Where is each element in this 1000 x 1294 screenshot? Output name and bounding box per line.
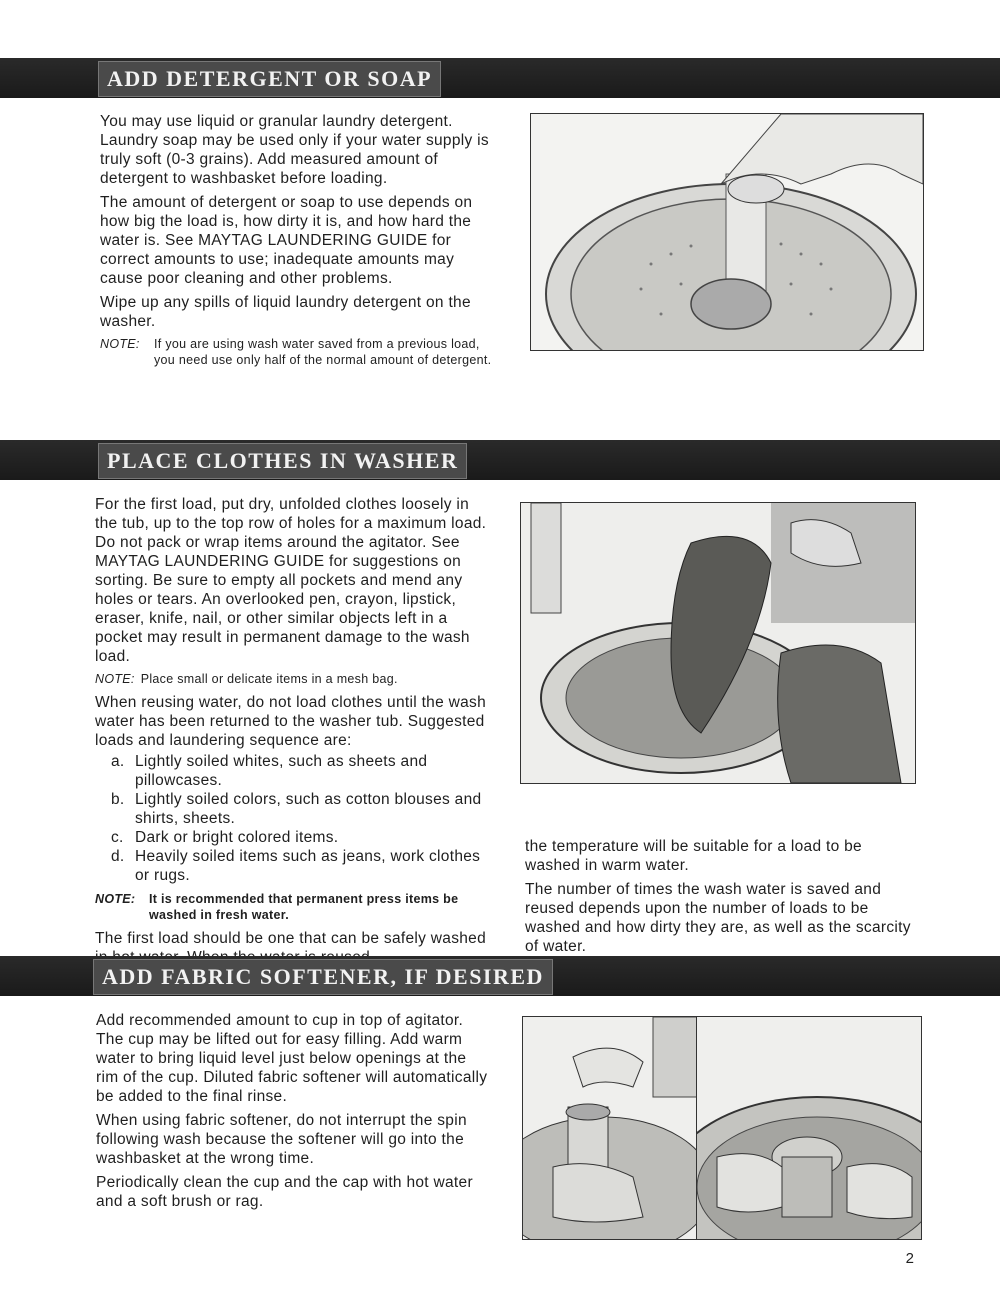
softener-paragraph-3: Periodically clean the cup and the cap with hot water and a soft brush or rag. <box>96 1174 473 1210</box>
clothes-paragraph-5: The number of times the wash water is saved and reused depends upon the number of loads to be washed and how dirty they are, as well as the scarcity of water. <box>525 881 911 955</box>
list-item <box>95 790 487 828</box>
softener-cup-drawing <box>697 1017 921 1239</box>
list-text: Dark or bright colored items. <box>135 829 339 846</box>
section-title-detergent: ADD DETERGENT OR SOAP <box>98 61 441 97</box>
note-label: NOTE: <box>100 337 140 351</box>
clothes-paragraph-3: The first load should be one that can be safely washed <box>95 930 487 947</box>
illustration-softener-right <box>696 1016 922 1240</box>
softener-paragraph-2: When using fabric softener, do not interrupt the spin following wash because the softener will go into the washbasket at the wrong time. <box>96 1112 467 1167</box>
softener-text-column <box>96 1011 491 1216</box>
section-title-softener: ADD FABRIC SOFTENER, IF DESIRED <box>93 959 553 995</box>
clothes-text-column-right <box>525 837 920 961</box>
list-item <box>95 752 487 790</box>
page-number: 2 <box>905 1250 914 1267</box>
laundering-sequence-list <box>95 752 487 885</box>
detergent-paragraph-1: You may use liquid or granular laundry detergent. Laundry soap may be used only if your water supply is truly soft (0-3 grains). Add measured amount of detergent to washbasket before loading. <box>100 113 489 187</box>
illustration-softener-left <box>522 1016 699 1240</box>
section-banner-clothes <box>0 440 1000 480</box>
section-banner-softener <box>0 956 1000 996</box>
list-item <box>95 828 487 847</box>
detergent-note <box>100 336 495 368</box>
softener-paragraph-1: Add recommended amount to cup in top of agitator. The cup may be lifted out for easy filling. Add warm water to bring liquid level just below openings at the rim of the cup. Diluted fabric softener will automatically be added to the final rinse. <box>96 1012 488 1105</box>
list-text: Lightly soiled colors, such as cotton blouses and shirts, sheets. <box>135 791 482 827</box>
detergent-paragraph-3: Wipe up any spills of liquid laundry detergent on the washer. <box>100 294 471 330</box>
list-text: Heavily soiled items such as jeans, work clothes or rugs. <box>135 848 481 884</box>
section-title-clothes: PLACE CLOTHES IN WASHER <box>98 443 467 479</box>
note-text: If you are using wash water saved from a previous load, you need use only half of the normal amount of detergent. <box>154 337 492 367</box>
note-text: It is recommended that permanent press items be washed in fresh water. <box>149 892 459 922</box>
clothes-paragraph-1: For the first load, put dry, unfolded clothes loosely in the tub, up to the top row of holes for a maximum load. Do not pack or wrap items around the agitator. See MAYTAG LAUNDERING GUIDE for suggestions on sorting. Be sure to empty all pockets and mend any holes or tears. An overlooked pen, crayon, lipstick, eraser, knife, nail, or other similar objects left in a pocket may result in permanent damage to the wash load. <box>95 496 487 665</box>
note-label: NOTE: <box>95 672 135 686</box>
illustration-pouring-detergent <box>530 113 924 351</box>
washbasket-drawing <box>531 114 923 350</box>
clothes-note-2 <box>95 891 487 923</box>
detergent-paragraph-2: The amount of detergent or soap to use depends on how big the load is, how dirty it is, and how hard the water is. See MAYTAG LAUNDERING GUIDE for correct amounts to use; inadequate amounts may cause poor cleaning and other problems. <box>100 194 473 287</box>
note-text: Place small or delicate items in a mesh bag. <box>140 672 398 686</box>
list-letter: b. <box>111 791 125 808</box>
list-text: Lightly soiled whites, such as sheets and pillowcases. <box>135 753 428 789</box>
loading-clothes-drawing <box>521 503 915 783</box>
illustration-loading-clothes <box>520 502 916 784</box>
section-banner-detergent <box>0 58 1000 98</box>
list-letter: c. <box>111 829 124 846</box>
softener-pour-drawing <box>523 1017 698 1239</box>
detergent-text-column <box>100 112 495 374</box>
note-label: NOTE: <box>95 892 136 906</box>
clothes-paragraph-2: When reusing water, do not load clothes until the wash water has been returned to the washer tub. Suggested loads and laundering sequence are: <box>95 694 487 749</box>
clothes-text-column-left <box>95 495 487 972</box>
list-letter: a. <box>111 753 125 770</box>
list-item <box>95 847 487 885</box>
clothes-paragraph-4: the temperature will be suitable for a load to be washed in warm water. <box>525 838 862 874</box>
list-letter: d. <box>111 848 125 865</box>
clothes-note-1 <box>95 671 487 687</box>
